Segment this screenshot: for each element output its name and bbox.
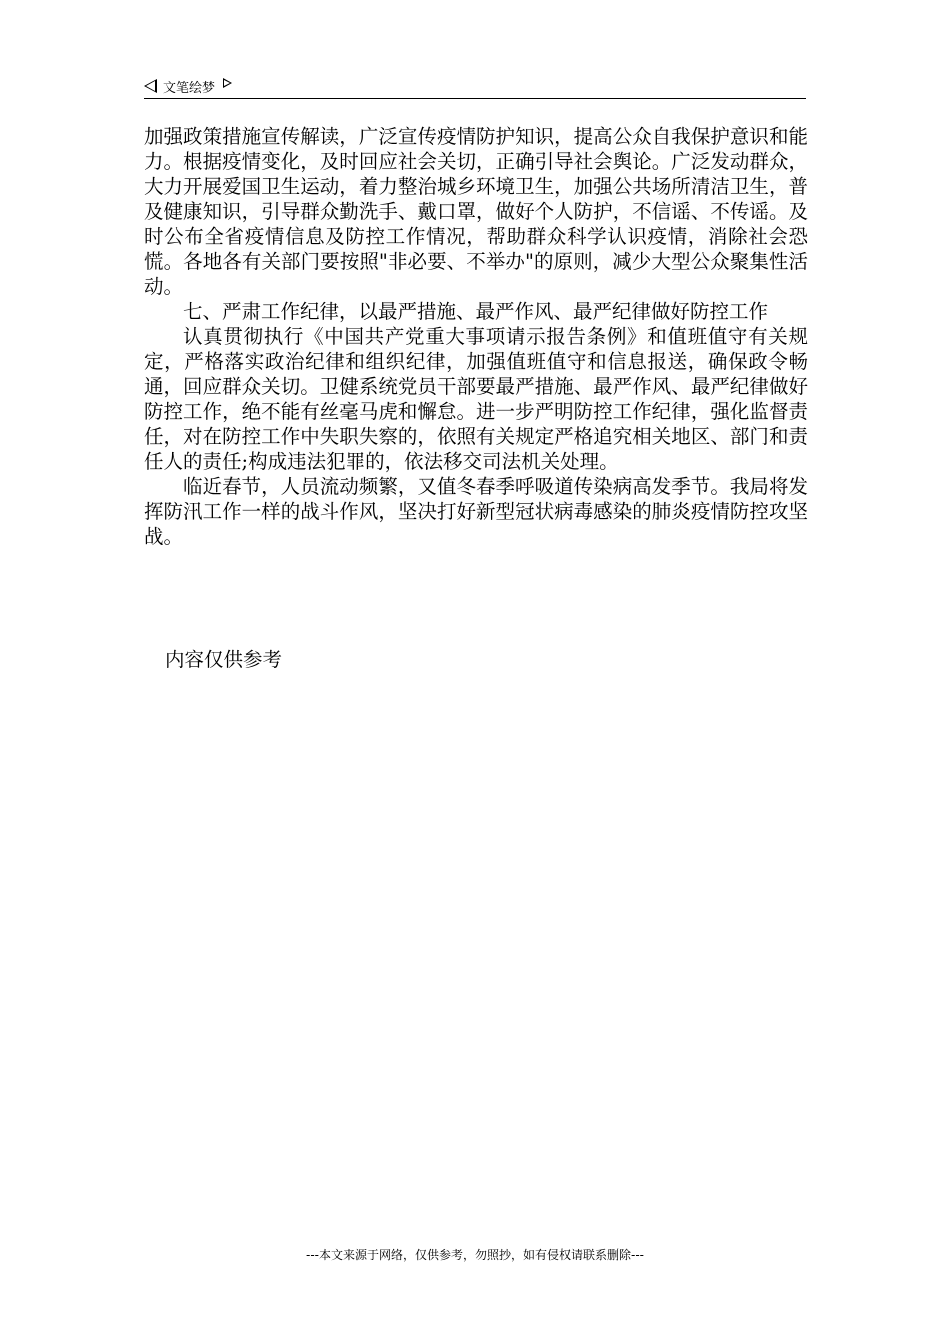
paragraph-closing: 临近春节，人员流动频繁，又值冬春季呼吸道传染病高发季节。我局将发挥防汛工作一样的战斗作风，坚决打好新型冠状病毒感染的肺炎疫情防控攻坚战。 (144, 475, 808, 548)
document-body (144, 124, 808, 549)
paragraph-discipline: 认真贯彻执行《中国共产党重大事项请示报告条例》和值班值守有关规定，严格落实政治纪律和组织纪律，加强值班值守和信息报送，确保政令畅通，回应群众关切。卫健系统党员干部要最严措施、最严作风、最严纪律做好防控工作，绝不能有丝毫马虎和懈怠。进一步严明防控工作纪律，强化监督责任，对在防控工作中失职失察的，依照有关规定严格追究相关地区、部门和责任人的责任;构成违法犯罪的，依法移交司法机关处理。 (144, 325, 808, 473)
triangle-right-icon (223, 78, 232, 88)
reference-note: 内容仅供参考 (165, 648, 283, 671)
triangle-left-icon (144, 79, 157, 93)
header-title: 文笔绘梦 (163, 80, 216, 96)
paragraph-publicity: 加强政策措施宣传解读，广泛宣传疫情防护知识，提高公众自我保护意识和能力。根据疫情变化，及时回应社会关切，正确引导社会舆论。广泛发动群众，大力开展爱国卫生运动，着力整治城乡环境卫生，加强公共场所清洁卫生，普及健康知识，引导群众勤洗手、戴口罩，做好个人防护，不信谣、不传谣。及时公布全省疫情信息及防控工作情况，帮助群众科学认识疫情，消除社会恐慌。各地各有关部门要按照"非必要、不举办"的原则，减少大型公众聚集性活动。 (144, 125, 808, 298)
section-heading-discipline: 七、严肃工作纪律，以最严措施、最严作风、最严纪律做好防控工作 (183, 300, 769, 323)
page-footer: ---本文来源于网络，仅供参考，勿照抄，如有侵权请联系删除--- (306, 1248, 644, 1262)
page-header (144, 74, 806, 99)
